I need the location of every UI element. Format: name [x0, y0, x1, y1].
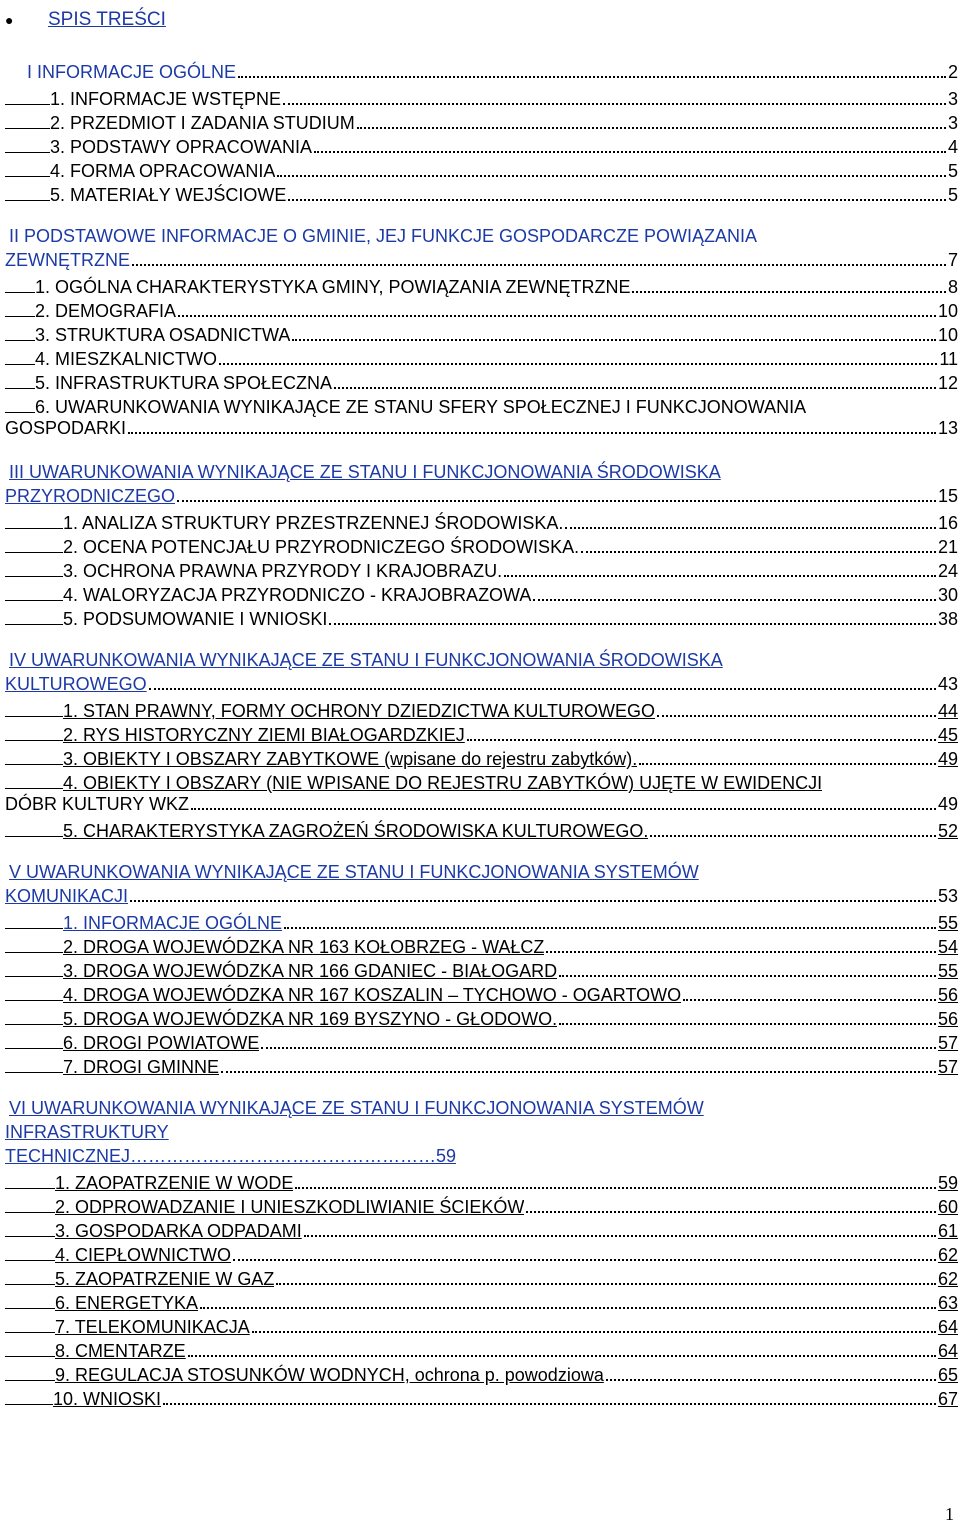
dot-leader	[238, 76, 946, 78]
entry-title[interactable]: 4. FORMA OPRACOWANIA	[50, 161, 276, 181]
toc-entry-line	[5, 1336, 958, 1360]
entry-title[interactable]: 1. OGÓLNA CHARAKTERYSTYKA GMINY, POWIĄZANIA ZEWNĘTRZNE	[35, 277, 631, 297]
indent-underline	[5, 108, 50, 129]
indent-underline	[5, 272, 35, 293]
toc-entry-line	[5, 720, 958, 744]
entry-title[interactable]: 5. DROGA WOJEWÓDZKA NR 169 BYSZYNO - GŁODOWO.	[63, 1009, 558, 1029]
indent-underline	[5, 744, 63, 765]
toc-entry-line	[5, 744, 958, 768]
section-title[interactable]: TECHNICZNEJ……………………………………………59	[5, 1146, 457, 1166]
dot-leader	[304, 1235, 936, 1237]
toc-entry[interactable]	[5, 1384, 958, 1408]
section-heading[interactable]	[5, 1096, 958, 1168]
section-heading-line	[5, 1096, 958, 1120]
entry-page-number: 62	[937, 1269, 958, 1289]
indent-underline	[5, 1004, 63, 1025]
entry-title[interactable]: 2. OCENA POTENCJAŁU PRZYRODNICZEGO ŚRODOWISKA.	[63, 537, 580, 557]
toc-entry-line	[5, 768, 958, 792]
dot-leader	[178, 315, 936, 317]
entry-page-number: 60	[937, 1197, 958, 1217]
entry-page-number: 49	[937, 794, 958, 814]
indent-underline	[5, 720, 63, 741]
entry-title[interactable]: 6. DROGI POWIATOWE	[63, 1033, 260, 1053]
toc-entry[interactable]	[5, 1336, 958, 1360]
indent-underline	[5, 1052, 63, 1073]
entry-title[interactable]: 2. DROGA WOJEWÓDZKA NR 163 KOŁOBRZEG - WAŁCZ	[63, 937, 545, 957]
entry-page-number: 30	[937, 585, 958, 605]
toc-entry[interactable]	[5, 604, 958, 628]
section-page-number: 7	[947, 250, 958, 270]
toc-entry[interactable]	[5, 320, 958, 344]
toc-entry[interactable]	[5, 132, 958, 156]
toc-entry[interactable]	[5, 392, 958, 440]
section-heading[interactable]	[5, 860, 958, 908]
toc-sections	[5, 60, 958, 1408]
entry-page-number: 52	[937, 821, 958, 841]
entry-page-number: 3	[947, 113, 958, 133]
dot-leader	[221, 1071, 936, 1073]
dot-leader	[559, 1023, 936, 1025]
toc-entry-line	[5, 1288, 958, 1312]
entry-title[interactable]: 4. MIESZKALNICTWO	[35, 349, 218, 369]
toc-entry-line	[5, 1028, 958, 1052]
indent-underline	[5, 1288, 55, 1309]
dot-leader	[657, 715, 936, 717]
dot-leader	[334, 387, 936, 389]
section-heading[interactable]	[5, 60, 958, 84]
entry-page-number: 24	[937, 561, 958, 581]
dot-leader	[200, 1307, 936, 1309]
toc-entry[interactable]	[5, 1240, 958, 1264]
dot-leader	[191, 808, 936, 810]
entry-title[interactable]: 1. STAN PRAWNY, FORMY OCHRONY DZIEDZICTWA KULTUROWEGO	[63, 701, 656, 721]
indent-underline	[5, 696, 63, 717]
toc-entry[interactable]	[5, 108, 958, 132]
entry-title[interactable]: 3. GOSPODARKA ODPADAMI	[55, 1221, 302, 1241]
indent-underline	[5, 156, 50, 177]
toc-entry[interactable]	[5, 1288, 958, 1312]
dot-leader	[233, 1259, 936, 1261]
toc-entry-line	[5, 532, 958, 556]
indent-underline	[5, 1240, 55, 1261]
entry-title[interactable]: 1. ZAOPATRZENIE W WODE	[55, 1173, 294, 1193]
toc-entry[interactable]	[5, 1168, 958, 1192]
toc-section-5	[5, 860, 958, 1076]
dot-leader	[252, 1331, 936, 1333]
toc-entry[interactable]	[5, 908, 958, 932]
toc-entry-line	[5, 1168, 958, 1192]
indent-underline	[5, 532, 63, 553]
toc-entry-line	[5, 1216, 958, 1240]
dot-leader	[219, 363, 937, 365]
entry-title[interactable]: 10. WNIOSKI	[53, 1389, 162, 1409]
indent-underline	[5, 956, 63, 977]
section-title[interactable]: II PODSTAWOWE INFORMACJE O GMINIE, JEJ FUNKCJE GOSPODARCZE POWIĄZANIA	[9, 226, 758, 246]
toc-entry[interactable]	[5, 296, 958, 320]
entry-page-number: 10	[937, 325, 958, 345]
indent-underline	[5, 84, 50, 105]
entry-page-number: 56	[937, 985, 958, 1005]
entry-page-number: 67	[937, 1389, 958, 1409]
toc-entry[interactable]	[5, 1264, 958, 1288]
dot-leader	[683, 999, 936, 1001]
section-heading-line	[5, 1144, 958, 1168]
toc-entry[interactable]	[5, 744, 958, 768]
entry-page-number: 13	[937, 418, 958, 438]
indent-underline	[5, 508, 63, 529]
toc-entry-line	[5, 1192, 958, 1216]
toc-entry-line	[5, 108, 958, 132]
dot-leader	[132, 264, 946, 266]
entry-page-number: 56	[937, 1009, 958, 1029]
toc-entry-line	[5, 344, 958, 368]
entry-page-number: 54	[937, 937, 958, 957]
dot-leader	[546, 951, 936, 953]
entry-title[interactable]: 2. PRZEDMIOT I ZADANIA STUDIUM	[50, 113, 355, 133]
indent-underline	[5, 1384, 53, 1405]
entry-title[interactable]: 2. RYS HISTORYCZNY ZIEMI BIAŁOGARDZKIEJ	[63, 725, 465, 745]
toc-section-6	[5, 1096, 958, 1408]
dot-leader	[581, 551, 936, 553]
toc-entry-line	[5, 980, 958, 1004]
section-title[interactable]: INFRASTRUKTURY	[5, 1122, 169, 1142]
dot-leader	[295, 1187, 936, 1189]
toc-entry-line	[5, 816, 958, 840]
entry-page-number: 65	[937, 1365, 958, 1385]
indent-underline	[5, 132, 50, 153]
toc-entry-line	[5, 1384, 958, 1408]
dot-leader	[149, 688, 936, 690]
toc-entry[interactable]	[5, 720, 958, 744]
entry-title[interactable]: 3. STRUKTURA OSADNICTWA	[35, 325, 291, 345]
toc-entry[interactable]	[5, 1052, 958, 1076]
entry-title[interactable]: 4. CIEPŁOWNICTWO	[55, 1245, 232, 1265]
indent-underline	[5, 392, 35, 413]
entry-page-number: 11	[939, 349, 958, 369]
section-heading-line	[5, 248, 958, 272]
entry-page-number: 45	[937, 725, 958, 745]
dot-leader	[504, 575, 936, 577]
toc-entry-line	[5, 320, 958, 344]
toc-entry-line	[5, 296, 958, 320]
entry-page-number: 44	[937, 701, 958, 721]
section-page-number: 53	[937, 886, 958, 906]
toc-entry-line	[5, 272, 958, 296]
entry-title[interactable]: 5. PODSUMOWANIE I WNIOSKI	[63, 609, 328, 629]
section-heading[interactable]	[5, 648, 958, 696]
toc-entry-line	[5, 368, 958, 392]
dot-leader	[188, 1355, 936, 1357]
entry-title[interactable]: 6. ENERGETYKA	[55, 1293, 199, 1313]
toc-entry-line	[5, 908, 958, 932]
toc-entry-line	[5, 1052, 958, 1076]
indent-underline	[5, 604, 63, 625]
dot-leader	[559, 975, 936, 977]
section-heading-line	[5, 460, 958, 484]
entry-title[interactable]: 3. PODSTAWY OPRACOWANIA	[50, 137, 313, 157]
dot-leader	[288, 199, 946, 201]
section-title[interactable]: IV UWARUNKOWANIA WYNIKAJĄCE ZE STANU I FUNKCJONOWANIA ŚRODOWISKA	[9, 650, 723, 670]
toc-section-1	[5, 60, 958, 204]
toc-entry[interactable]	[5, 932, 958, 956]
indent-underline	[5, 1168, 55, 1189]
toc-entry-line	[5, 604, 958, 628]
dot-leader	[526, 1211, 936, 1213]
toc-entry[interactable]	[5, 768, 958, 816]
toc-entry[interactable]	[5, 1004, 958, 1028]
entry-title[interactable]: 4. WALORYZACJA PRZYRODNICZO - KRAJOBRAZOWA	[63, 585, 532, 605]
dot-leader	[283, 103, 946, 105]
section-title[interactable]: III UWARUNKOWANIA WYNIKAJĄCE ZE STANU I FUNKCJONOWANIA ŚRODOWISKA	[9, 462, 721, 482]
toc-entry-line	[5, 84, 958, 108]
indent-underline	[5, 296, 35, 317]
dot-leader	[277, 175, 946, 177]
entry-title[interactable]: 8. CMENTARZE	[55, 1341, 186, 1361]
toc-entry[interactable]	[5, 956, 958, 980]
entry-page-number: 12	[937, 373, 958, 393]
indent-underline	[5, 320, 35, 341]
entry-title[interactable]: 5. INFRASTRUKTURA SPOŁECZNA	[35, 373, 333, 393]
toc-entry-line	[5, 1360, 958, 1384]
toc-entry[interactable]	[5, 980, 958, 1004]
toc-entry[interactable]	[5, 556, 958, 580]
dot-leader	[163, 1403, 936, 1405]
toc-entry-line	[5, 932, 958, 956]
toc-entry-line	[5, 156, 958, 180]
indent-underline	[5, 580, 63, 601]
section-heading-line	[5, 648, 958, 672]
entry-title[interactable]: 7. TELEKOMUNIKACJA	[55, 1317, 250, 1337]
entry-page-number: 3	[947, 89, 958, 109]
dot-leader	[639, 763, 936, 765]
entry-title[interactable]: 1. INFORMACJE WSTĘPNE	[50, 89, 282, 109]
page-number: 1	[945, 1504, 954, 1524]
toc-entry-line	[5, 1312, 958, 1336]
toc-entry-line	[5, 956, 958, 980]
entry-page-number: 10	[937, 301, 958, 321]
indent-underline	[5, 344, 35, 365]
section-title[interactable]: ZEWNĘTRZNE	[5, 250, 130, 270]
toc-entry[interactable]	[5, 580, 958, 604]
entry-title-continued[interactable]: DÓBR KULTURY WKZ	[5, 794, 190, 814]
entry-title[interactable]: 5. CHARAKTERYSTYKA ZAGROŻEŃ ŚRODOWISKA KULTUROWEGO.	[63, 821, 649, 841]
indent-underline	[5, 1028, 63, 1049]
indent-underline	[5, 908, 63, 929]
section-title[interactable]: KOMUNIKACJI	[5, 886, 129, 906]
toc-entry[interactable]	[5, 1216, 958, 1240]
toc-entry-line	[5, 1240, 958, 1264]
entry-page-number: 4	[947, 137, 958, 157]
section-title[interactable]: KULTUROWEGO	[5, 674, 147, 694]
indent-underline	[5, 368, 35, 389]
entry-page-number: 64	[937, 1317, 958, 1337]
toc-heading	[5, 8, 958, 32]
entry-page-number: 61	[937, 1221, 958, 1241]
toc-entry-line	[5, 696, 958, 720]
toc-entry[interactable]	[5, 180, 958, 204]
dot-leader	[329, 623, 936, 625]
indent-underline	[5, 1312, 55, 1333]
indent-underline	[5, 980, 63, 1001]
entry-title[interactable]: 4. DROGA WOJEWÓDZKA NR 167 KOSZALIN – TYCHOWO - OGARTOWO	[63, 985, 682, 1005]
section-title[interactable]: I INFORMACJE OGÓLNE	[27, 62, 237, 82]
section-heading-line	[5, 1120, 958, 1144]
toc-entry[interactable]	[5, 532, 958, 556]
indent-underline	[5, 180, 50, 201]
entry-page-number: 5	[947, 185, 958, 205]
entry-title[interactable]: 2. DEMOGRAFIA	[35, 301, 177, 321]
toc-entry-line	[5, 180, 958, 204]
toc-section-4	[5, 648, 958, 840]
section-title[interactable]: VI UWARUNKOWANIA WYNIKAJĄCE ZE STANU I FUNKCJONOWANIA SYSTEMÓW	[9, 1098, 704, 1118]
dot-leader	[130, 900, 936, 902]
toc-entry-line	[5, 416, 958, 440]
dot-leader	[284, 927, 936, 929]
toc-entry[interactable]	[5, 84, 958, 108]
indent-underline	[5, 1216, 55, 1237]
entry-page-number: 55	[937, 961, 958, 981]
toc-entry-line	[5, 1264, 958, 1288]
dot-leader	[357, 127, 946, 129]
toc-section-2	[5, 224, 958, 440]
entry-page-number: 5	[947, 161, 958, 181]
toc-entry-line	[5, 392, 958, 416]
dot-leader	[467, 739, 936, 741]
entry-page-number: 38	[937, 609, 958, 629]
dot-leader	[533, 599, 936, 601]
dot-leader	[177, 500, 936, 502]
section-heading-line	[5, 60, 958, 84]
dot-leader	[314, 151, 946, 153]
indent-underline	[5, 1336, 55, 1357]
entry-title[interactable]: 6. UWARUNKOWANIA WYNIKAJĄCE ZE STANU SFERY SPOŁECZNEJ I FUNKCJONOWANIA	[35, 397, 807, 417]
entry-title[interactable]: 1. INFORMACJE OGÓLNE	[63, 913, 283, 933]
entry-title[interactable]: 5. MATERIAŁY WEJŚCIOWE	[50, 185, 287, 205]
toc-entry-line	[5, 1004, 958, 1028]
toc-entry[interactable]	[5, 344, 958, 368]
table-of-contents	[5, 0, 958, 1408]
dot-leader	[650, 835, 936, 837]
entry-page-number: 49	[937, 749, 958, 769]
entry-title[interactable]: 3. OCHRONA PRAWNA PRZYRODY I KRAJOBRAZU.	[63, 561, 503, 581]
entry-page-number: 16	[937, 513, 958, 533]
indent-underline	[5, 1360, 55, 1381]
entry-page-number: 57	[937, 1033, 958, 1053]
toc-entry-line	[5, 508, 958, 532]
entry-page-number: 64	[937, 1341, 958, 1361]
toc-entry[interactable]	[5, 368, 958, 392]
entry-page-number: 8	[947, 277, 958, 297]
entry-title[interactable]: 1. ANALIZA STRUKTURY PRZESTRZENNEJ ŚRODOWISKA.	[63, 513, 564, 533]
dot-leader	[261, 1047, 936, 1049]
entry-title[interactable]: 3. OBIEKTY I OBSZARY ZABYTKOWE (wpisane do rejestru zabytków).	[63, 749, 638, 769]
dot-leader	[128, 432, 936, 434]
entry-title[interactable]: 3. DROGA WOJEWÓDZKA NR 166 GDANIEC - BIAŁOGARD	[63, 961, 558, 981]
section-title[interactable]: V UWARUNKOWANIA WYNIKAJĄCE ZE STANU I FUNKCJONOWANIA SYSTEMÓW	[9, 862, 699, 882]
indent-underline	[5, 768, 63, 789]
section-title[interactable]: PRZYRODNICZEGO	[5, 486, 176, 506]
section-page-number: 43	[937, 674, 958, 694]
toc-entry-line	[5, 132, 958, 156]
section-heading[interactable]	[5, 460, 958, 508]
entry-title[interactable]: 4. OBIEKTY I OBSZARY (NIE WPISANE DO REJESTRU ZABYTKÓW) UJĘTE W EWIDENCJI	[63, 773, 823, 793]
bullet-icon: ●	[5, 12, 14, 28]
section-heading-line	[5, 224, 958, 248]
entry-title[interactable]: 9. REGULACJA STOSUNKÓW WODNYCH, ochrona p. powodziowa	[55, 1365, 604, 1385]
toc-entry[interactable]	[5, 816, 958, 840]
entry-title[interactable]: 7. DROGI GMINNE	[63, 1057, 220, 1077]
entry-title[interactable]: 2. ODPROWADZANIE I UNIESZKODLIWIANIE ŚCIEKÓW	[55, 1197, 525, 1217]
toc-section-3	[5, 460, 958, 628]
section-page-number: 15	[937, 486, 958, 506]
toc-entry[interactable]	[5, 508, 958, 532]
section-heading-line	[5, 884, 958, 908]
toc-entry-line	[5, 792, 958, 816]
dot-leader	[292, 339, 936, 341]
toc-entry[interactable]	[5, 1312, 958, 1336]
dot-leader	[632, 291, 946, 293]
entry-page-number: 62	[937, 1245, 958, 1265]
toc-entry[interactable]	[5, 156, 958, 180]
entry-page-number: 63	[937, 1293, 958, 1313]
entry-page-number: 55	[937, 913, 958, 933]
indent-underline	[5, 816, 63, 837]
section-heading-line	[5, 484, 958, 508]
indent-underline	[5, 932, 63, 953]
entry-page-number: 21	[937, 537, 958, 557]
indent-underline	[5, 1264, 55, 1285]
toc-entry[interactable]	[5, 1192, 958, 1216]
dot-leader	[606, 1379, 936, 1381]
indent-underline	[5, 556, 63, 577]
entry-title-continued[interactable]: GOSPODARKI	[5, 418, 127, 438]
toc-entry[interactable]	[5, 1360, 958, 1384]
entry-page-number: 57	[937, 1057, 958, 1077]
section-heading[interactable]	[5, 224, 958, 272]
section-heading-line	[5, 672, 958, 696]
dot-leader	[565, 527, 936, 529]
toc-entry[interactable]	[5, 696, 958, 720]
section-heading-line	[5, 860, 958, 884]
toc-entry-line	[5, 580, 958, 604]
toc-heading-link[interactable]: SPIS TREŚCI	[48, 9, 166, 30]
indent-underline	[5, 1192, 55, 1213]
toc-entry-line	[5, 556, 958, 580]
section-page-number: 2	[947, 62, 958, 82]
entry-title[interactable]: 5. ZAOPATRZENIE W GAZ	[55, 1269, 275, 1289]
toc-entry[interactable]	[5, 272, 958, 296]
dot-leader	[276, 1283, 936, 1285]
toc-entry[interactable]	[5, 1028, 958, 1052]
entry-page-number: 59	[937, 1173, 958, 1193]
